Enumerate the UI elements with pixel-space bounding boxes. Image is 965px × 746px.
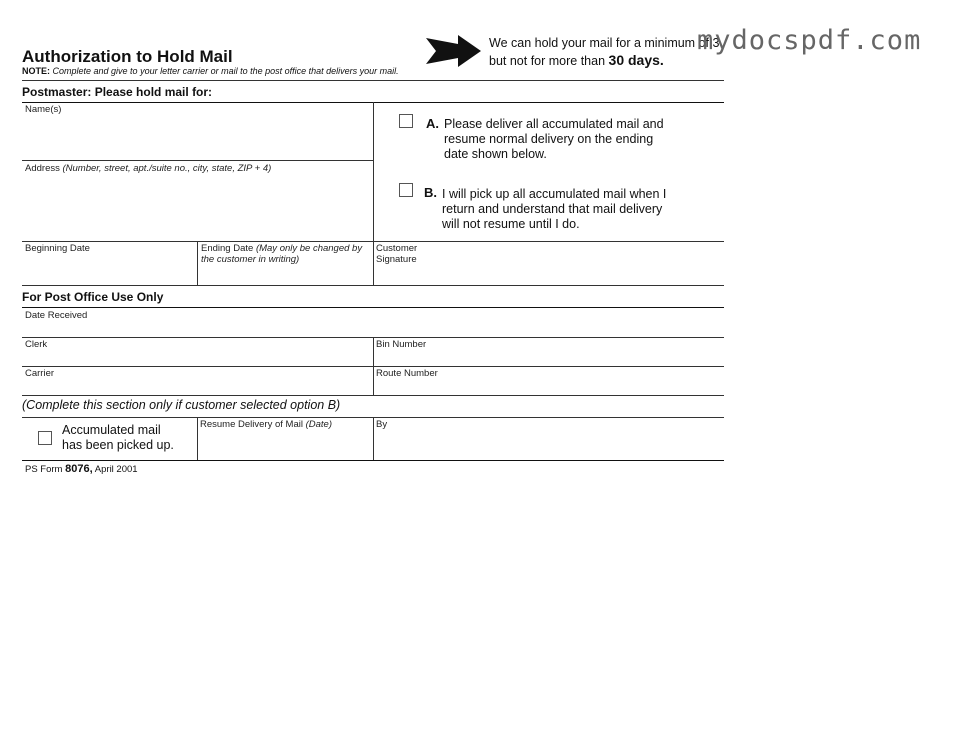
option-a-checkbox[interactable] bbox=[399, 114, 413, 128]
customer-signature-field[interactable] bbox=[430, 243, 720, 283]
address-label: Address (Number, street, apt./suite no., city, state, ZIP + 4) bbox=[25, 163, 272, 174]
address-field[interactable] bbox=[22, 176, 370, 238]
form-note bbox=[22, 66, 399, 76]
option-b-checkbox[interactable] bbox=[399, 183, 413, 197]
bottom-rule bbox=[22, 460, 724, 461]
by-label: By bbox=[376, 419, 388, 430]
bin-number-field[interactable] bbox=[374, 350, 722, 364]
form-footer: PS Form 8076, April 2001 bbox=[25, 463, 138, 475]
po-middle-divider bbox=[373, 337, 374, 395]
names-label: Name(s) bbox=[25, 104, 62, 115]
picked-up-checkbox[interactable] bbox=[38, 431, 52, 445]
carrier-rule bbox=[22, 395, 724, 396]
hold-maximum-text bbox=[489, 52, 664, 68]
hold-maximum-prefix: but not for more than bbox=[489, 54, 606, 68]
hold-maximum-days: 30 days. bbox=[608, 52, 664, 68]
carrier-label: Carrier bbox=[25, 368, 55, 379]
resume-delivery-label: Resume Delivery of Mail (Date) bbox=[200, 419, 332, 430]
date-received-label: Date Received bbox=[25, 310, 88, 321]
carrier-field[interactable] bbox=[22, 379, 370, 393]
clerk-field[interactable] bbox=[22, 350, 370, 364]
option-b-text: I will pick up all accumulated mail when I return and understand that mail delivery will not resume until I do. bbox=[442, 187, 667, 231]
date-received-field[interactable] bbox=[22, 322, 722, 336]
route-number-label: Route Number bbox=[376, 368, 438, 379]
form-title: Authorization to Hold Mail bbox=[22, 47, 233, 66]
ending-date-field[interactable] bbox=[198, 266, 370, 284]
middle-divider bbox=[373, 102, 374, 285]
names-divider bbox=[22, 160, 373, 161]
option-b-section-note: (Complete this section only if customer selected option B) bbox=[22, 398, 341, 412]
clerk-label: Clerk bbox=[25, 339, 48, 350]
by-field[interactable] bbox=[374, 431, 722, 459]
ending-date-label: Ending Date (May only be changed by the customer in writing) bbox=[201, 243, 363, 265]
top-rule bbox=[22, 80, 724, 81]
bin-number-label: Bin Number bbox=[376, 339, 427, 350]
option-a-letter: A. bbox=[426, 116, 439, 131]
hold-minimum-text: We can hold your mail for a minimum of 3 bbox=[489, 36, 720, 50]
beginning-date-label: Beginning Date bbox=[25, 243, 90, 254]
post-office-rule bbox=[22, 307, 724, 308]
post-office-heading: For Post Office Use Only bbox=[22, 290, 164, 304]
note-text: Complete and give to your letter carrier or mail to the post office that delivers your mail. bbox=[52, 66, 399, 76]
postmaster-heading: Postmaster: Please hold mail for: bbox=[22, 85, 213, 99]
resume-delivery-field[interactable] bbox=[198, 431, 370, 459]
names-field[interactable] bbox=[22, 116, 370, 158]
arrow-right-icon bbox=[424, 34, 482, 68]
address-hint: (Number, street, apt./suite no., city, state, ZIP + 4) bbox=[62, 163, 272, 174]
picked-up-label: Accumulated mail has been picked up. bbox=[62, 423, 174, 452]
form-number: 8076, bbox=[65, 463, 93, 475]
beginning-date-field[interactable] bbox=[22, 255, 194, 283]
option-a-text: Please deliver all accumulated mail and resume normal delivery on the ending date shown below. bbox=[444, 117, 664, 161]
dates-rule bbox=[22, 241, 724, 242]
customer-signature-label: Customer Signature bbox=[376, 243, 418, 265]
note-label: NOTE: bbox=[22, 66, 50, 76]
route-number-field[interactable] bbox=[374, 379, 722, 393]
signature-rule bbox=[22, 285, 724, 286]
watermark: mydocspdf.com bbox=[697, 25, 922, 56]
option-b-letter: B. bbox=[424, 185, 437, 200]
